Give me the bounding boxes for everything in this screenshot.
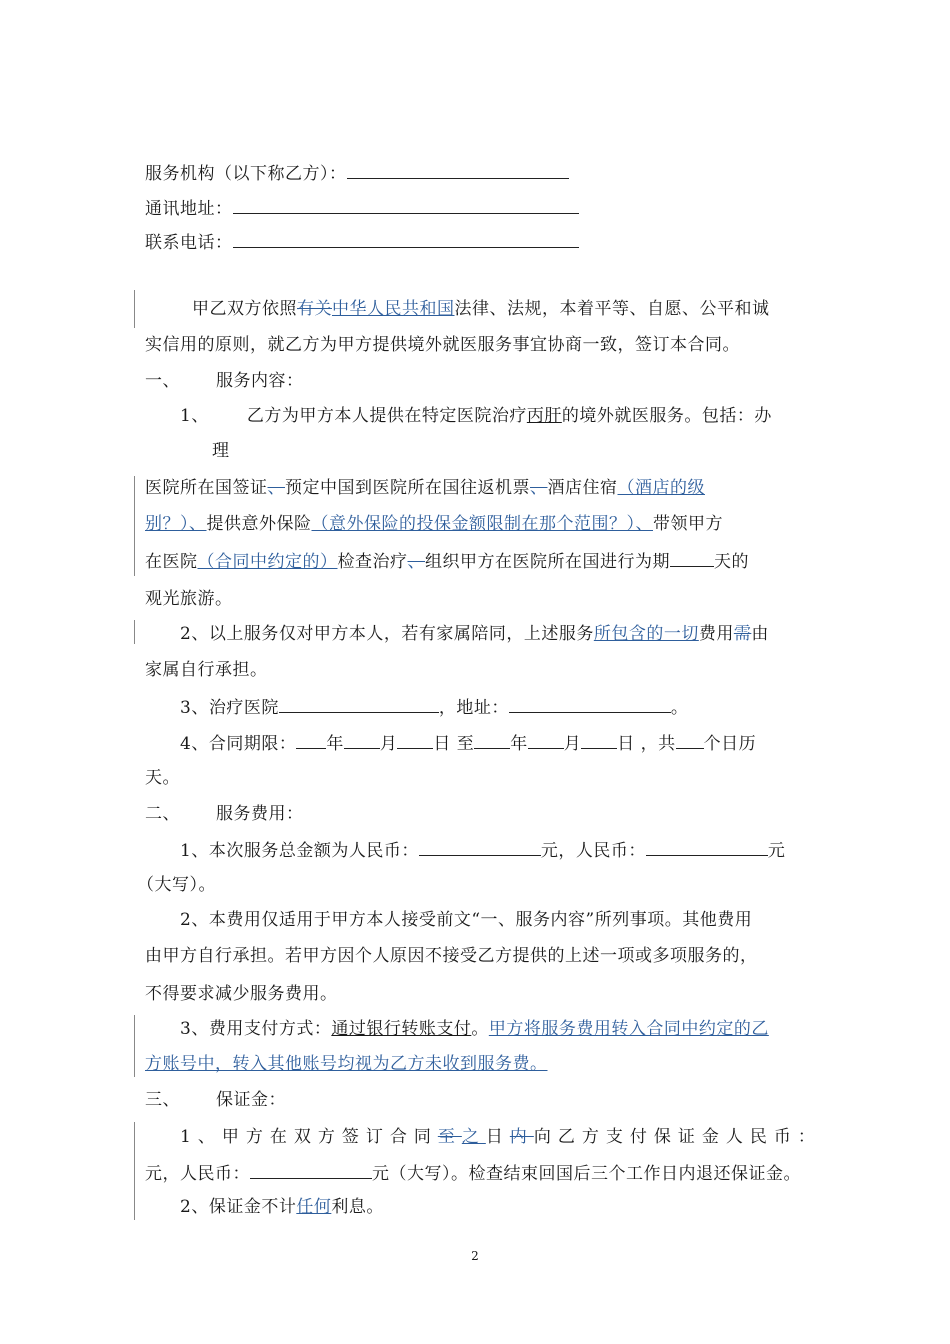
phone-blank xyxy=(233,230,579,248)
date-blank xyxy=(344,731,380,749)
section-title: 服务费用： xyxy=(216,804,304,824)
hospital-address-blank xyxy=(509,695,671,713)
change-bar xyxy=(134,620,135,644)
item-text: 医院所在国签证 xyxy=(145,478,268,498)
item-text: 3、费用支付方式： xyxy=(180,1019,332,1039)
item-text: 日 xyxy=(433,734,451,754)
intro-text: 实信用的原则，就乙方为甲方提供境外就医服务事宜协商一致，签订本合同。 xyxy=(145,335,740,355)
s1-item3 xyxy=(180,695,688,719)
item-text: 费用 xyxy=(698,624,734,644)
inserted-text: （意外保险的投保金额限制在那个范围？）、 xyxy=(311,514,653,534)
intro-line-2 xyxy=(145,334,740,356)
page-number: 2 xyxy=(471,1249,479,1263)
item-text: 组织甲方在医院所在国进行为期 xyxy=(425,552,670,572)
s1-item4-line2 xyxy=(145,767,180,789)
section-number: 三、 xyxy=(145,1090,180,1110)
s1-item1-line4 xyxy=(145,513,723,535)
item-text: 利息。 xyxy=(331,1197,384,1217)
section-3-title xyxy=(145,1089,286,1111)
s1-item4-line1 xyxy=(180,731,756,755)
s2-item2-line3 xyxy=(145,983,338,1005)
days-total-blank xyxy=(676,731,704,749)
item-text: 元，人民币： xyxy=(145,1164,250,1184)
s3-item1-line2 xyxy=(145,1161,801,1185)
s3-item1-line1 xyxy=(180,1126,822,1148)
s2-item1-line1 xyxy=(180,838,785,862)
item-text: 年 xyxy=(326,734,344,754)
item-text: 月 xyxy=(379,734,398,754)
phone-label: 联系电话： xyxy=(145,233,233,253)
item-text: 2、保证金不计 xyxy=(180,1197,297,1217)
phone-line xyxy=(145,230,579,254)
section-number: 二、 xyxy=(145,804,180,824)
item-text: 由甲方自行承担。若甲方因个人原因不接受乙方提供的上述一项或多项服务的， xyxy=(145,946,758,966)
item-text: 向乙方支付保证金人民币： xyxy=(533,1127,822,1147)
inserted-text: 甲方将服务费用转入合同中约定的乙 xyxy=(488,1019,769,1039)
section-2-title xyxy=(145,803,304,825)
section-number: 一、 xyxy=(145,371,180,391)
amount-blank xyxy=(419,838,541,856)
inserted-text: 中华人民共和国 xyxy=(332,299,455,319)
section-1-title xyxy=(145,370,304,392)
item-text: 预定中国到医院所在国往返机票 xyxy=(285,478,530,498)
item-text: ，地址： xyxy=(438,698,509,718)
intro-text: 法律、法规，本着平等、自愿、公平和诚 xyxy=(454,299,770,319)
item-text: 1、甲方在双方签订合同 xyxy=(180,1127,438,1147)
item-text: 1、本次服务总金额为人民币： xyxy=(180,841,419,861)
item-text: 。 xyxy=(471,1019,489,1039)
inserted-text: （酒店的级 xyxy=(617,478,705,498)
amount-words-blank xyxy=(646,838,768,856)
item-text: 年 xyxy=(510,734,528,754)
item-text: 3、治疗医院 xyxy=(180,698,279,718)
inserted-text: （合同中约定的） xyxy=(197,552,338,572)
s1-item1-line5 xyxy=(145,549,749,573)
item-text: 元 xyxy=(767,841,786,861)
deleted-text: 需 xyxy=(733,624,752,644)
inserted-text: 任何 xyxy=(296,1197,332,1217)
inserted-text: 别？）、 xyxy=(145,514,207,534)
inserted-text: 通过银行转账支付 xyxy=(331,1019,472,1039)
item-number: 1、 xyxy=(180,406,209,426)
item-text: 家属自行承担。 xyxy=(145,660,268,680)
date-blank xyxy=(296,731,326,749)
item-text: （大写）。 xyxy=(137,875,216,895)
s1-item1-line3 xyxy=(145,477,705,499)
org-blank xyxy=(347,161,569,179)
revision-mark: 、 xyxy=(530,478,548,498)
item-text: 2、本费用仅适用于甲方本人接受前文“一、服务内容”所列事项。其他费用 xyxy=(180,910,753,930)
address-line xyxy=(145,196,579,220)
deleted-text: 至 xyxy=(437,1127,462,1147)
s1-item1-line6 xyxy=(145,588,233,610)
item-text: 元（大写）。检查结束回国后三个工作日内退还保证金。 xyxy=(372,1164,801,1184)
item-text: 天的 xyxy=(714,552,749,572)
s1-item2-line2 xyxy=(145,659,268,681)
item-text: 观光旅游。 xyxy=(145,589,233,609)
item-text: 乙方为甲方本人提供在特定医院治疗 xyxy=(246,406,527,426)
address-blank xyxy=(233,196,579,214)
item-text: ，共 xyxy=(640,734,676,754)
item-text: 月 xyxy=(563,734,582,754)
date-blank xyxy=(528,731,564,749)
item-text: 的境外就医服务。包括：办 xyxy=(561,406,772,426)
hospital-blank xyxy=(279,695,439,713)
date-blank xyxy=(397,731,433,749)
item-text: 日 xyxy=(617,734,635,754)
item-text: 。 xyxy=(670,698,689,718)
item-text: 在医院 xyxy=(145,552,198,572)
deleted-text: 有关 xyxy=(297,299,332,319)
deleted-text: 内 xyxy=(509,1127,534,1147)
intro-text: 甲乙双方依照 xyxy=(192,299,297,319)
change-bar xyxy=(134,1122,135,1220)
intro-line-1 xyxy=(192,298,770,320)
days-blank xyxy=(670,549,714,567)
item-text: 提供意外保险 xyxy=(206,514,312,534)
item-text: 元，人民币： xyxy=(540,841,646,861)
revision-mark: 、 xyxy=(267,478,285,498)
item-text: 不得要求减少服务费用。 xyxy=(145,984,338,1004)
item-text: 带领甲方 xyxy=(653,514,723,534)
item-text: 理 xyxy=(212,441,230,461)
date-blank xyxy=(581,731,617,749)
s1-item1-line1 xyxy=(180,405,772,427)
inserted-text: 之 xyxy=(461,1127,486,1147)
org-label: 服务机构（以下称乙方）： xyxy=(145,164,347,184)
item-text: 4、合同期限： xyxy=(180,734,297,754)
item-text: 至 xyxy=(456,734,475,754)
item-text: 天。 xyxy=(145,768,180,788)
item-text: 个日历 xyxy=(703,734,757,754)
inserted-text: 所包含的一切 xyxy=(593,624,699,644)
s3-item2 xyxy=(180,1196,384,1218)
item-text: 由 xyxy=(751,624,769,644)
section-title: 服务内容： xyxy=(216,371,304,391)
date-blank xyxy=(474,731,510,749)
item-text: 酒店住宿 xyxy=(547,478,618,498)
item-text: 日 xyxy=(485,1127,510,1147)
s2-item2-line1 xyxy=(180,909,752,931)
org-line xyxy=(145,161,569,185)
s1-item2-line1 xyxy=(180,623,769,645)
s2-item3-line2 xyxy=(145,1053,548,1075)
deposit-blank xyxy=(250,1161,372,1179)
change-bar xyxy=(134,290,135,328)
change-bar xyxy=(134,1015,135,1077)
address-label: 通讯地址： xyxy=(145,199,233,219)
inserted-text: 丙肝 xyxy=(526,406,562,426)
inserted-text: 方账号中，转入其他账号均视为乙方未收到服务费。 xyxy=(145,1054,548,1074)
revision-mark: 、 xyxy=(407,552,425,572)
s2-item1-line2 xyxy=(137,874,216,896)
item-text: 2、以上服务仅对甲方本人，若有家属陪同，上述服务 xyxy=(180,624,594,644)
s2-item2-line2 xyxy=(145,945,758,967)
s2-item3-line1 xyxy=(180,1018,769,1040)
s1-item1-line2 xyxy=(212,440,230,462)
item-text: 检查治疗 xyxy=(337,552,408,572)
change-bar xyxy=(134,476,135,576)
section-title: 保证金： xyxy=(216,1090,286,1110)
